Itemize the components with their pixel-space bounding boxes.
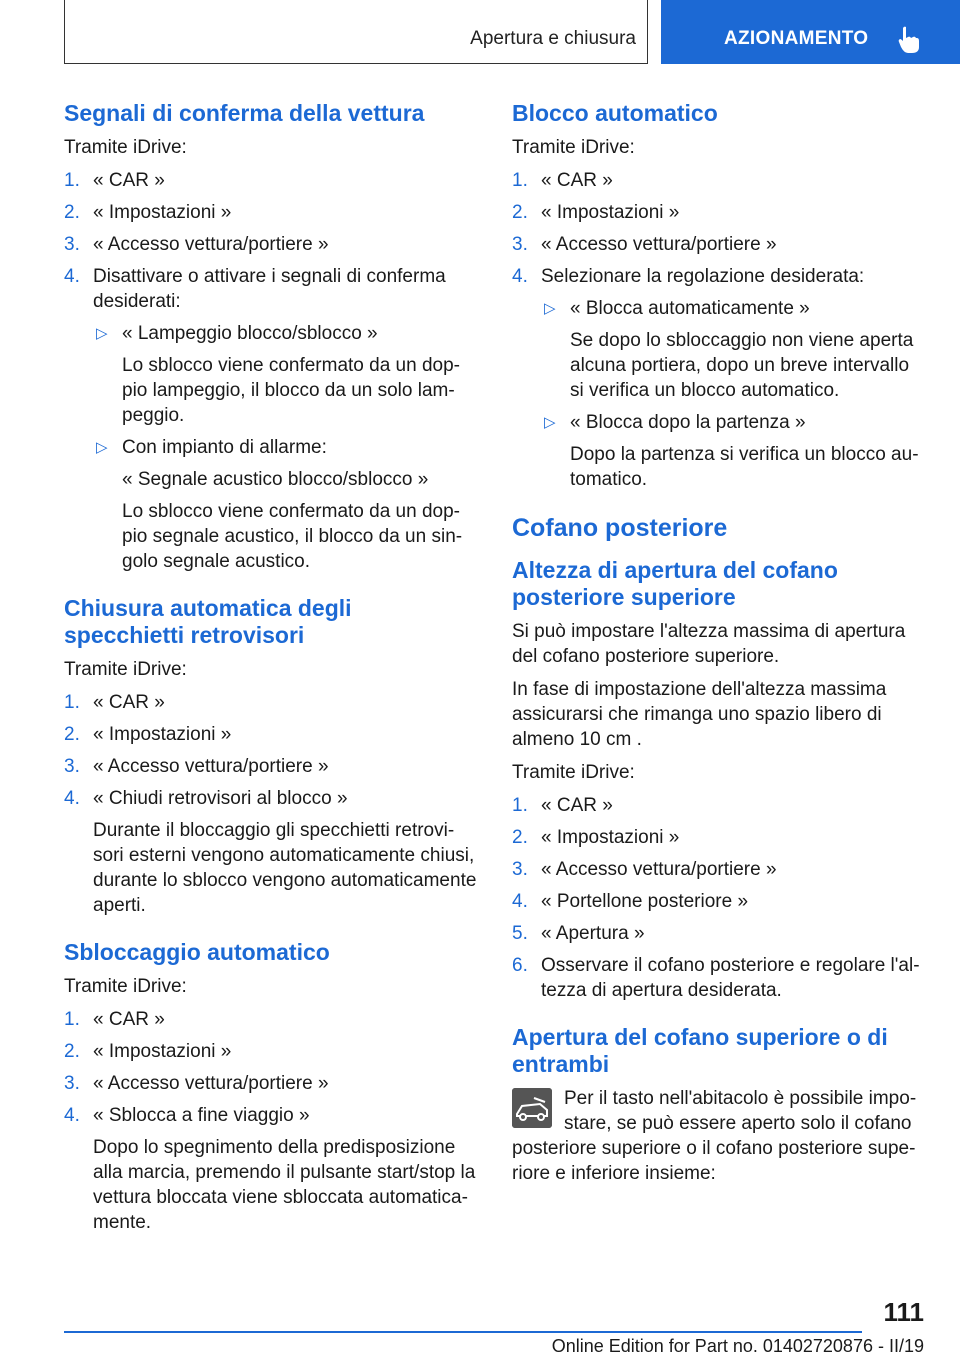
option-item: ▷ Con impianto di allarme: « Segnale acustico blocco/sblocco » Lo sblocco viene confermato da un doppio segnale acustico, il blocco da un singolo segnale acustico. (96, 437, 463, 572)
heading-confirmation-signals: Segnali di conferma della vettura (64, 100, 425, 126)
intro-text: Tramite iDrive: (64, 659, 187, 680)
steps-list (512, 793, 926, 1003)
left-column (64, 100, 478, 1242)
list-item: 3. « Accesso vettura/portiere » (512, 234, 777, 255)
bullet-triangle-icon: ▷ (96, 439, 108, 456)
list-item: 2. « Impostazioni » (64, 724, 232, 745)
bullet-triangle-icon: ▷ (544, 300, 556, 317)
heading-auto-unlock: Sbloccaggio automatico (64, 939, 330, 965)
intro-text: Tramite iDrive: (512, 762, 635, 783)
list-item: 5. « Apertura » (512, 923, 645, 944)
list-item: 4. « Chiudi retrovisori al blocco » Durante il bloccaggio gli specchietti retrovisori esterni vengono automaticamente chiusi, durante lo sblocco vengono automaticamente aperti. (64, 788, 477, 916)
list-item: 3. « Accesso vettura/portiere » (512, 859, 777, 880)
hand-pointer-icon (897, 26, 921, 54)
heading-tailgate: Cofano posteriore (512, 514, 728, 542)
option-list (541, 296, 926, 492)
steps-list (64, 690, 478, 918)
list-item: 1. « CAR » (512, 795, 613, 816)
list-item: 6. Osservare il cofano posteriore e regolare l'altezza di apertura desiderata. (512, 955, 920, 1001)
tailgate-icon (512, 1088, 552, 1128)
list-item: 1. « CAR » (64, 170, 165, 191)
option-list (93, 321, 478, 574)
heading-mirror-folding: Chiusura automatica degli specchietti retrovisori (64, 595, 352, 648)
intro-text: Tramite iDrive: (64, 137, 187, 158)
steps-list (64, 168, 478, 574)
list-item: 2. « Impostazioni » (512, 202, 680, 223)
list-item: 2. « Impostazioni » (512, 827, 680, 848)
intro-text: Tramite iDrive: (512, 137, 635, 158)
footer-divider (64, 1331, 862, 1333)
chapter-tab-label: AZIONAMENTO (724, 28, 869, 49)
right-column (512, 100, 926, 1194)
steps-list (64, 1007, 478, 1235)
list-item: 3. « Accesso vettura/portiere » (64, 1073, 329, 1094)
list-item: 2. « Impostazioni » (64, 1041, 232, 1062)
list-item: 4. Selezionare la regolazione desiderata: ▷ « Blocca automaticamente » Se dopo lo sbloccaggio non viene aperta alcuna portiera, dopo un breve intervallo si verifica un blocco automatico. ▷ « Blocca dopo la partenza » Dopo la partenza si verifica un blocco automatico. (512, 264, 926, 492)
list-item: 2. « Impostazioni » (64, 202, 232, 223)
paragraph: Per il tasto nell'abitacolo è possibile impostare, se può essere aperto solo il cofano posteriore superiore o il cofano posteriore superiore e inferiore insieme: (512, 1088, 917, 1184)
list-item: 3. « Accesso vettura/portiere » (64, 234, 329, 255)
section-title: Apertura e chiusura (470, 28, 636, 49)
bullet-triangle-icon: ▷ (96, 325, 108, 342)
list-item: 1. « CAR » (512, 170, 613, 191)
heading-opening-height: Altezza di apertura del cofano posteriore superiore (512, 557, 838, 610)
option-item: ▷ « Lampeggio blocco/sblocco » Lo sblocco viene confermato da un doppio lampeggio, il blocco da un solo lampeggio. (96, 323, 460, 426)
steps-list (512, 168, 926, 492)
bullet-triangle-icon: ▷ (544, 414, 556, 431)
list-item: 3. « Accesso vettura/portiere » (64, 756, 329, 777)
intro-text: Tramite iDrive: (64, 976, 187, 997)
footer-edition: Online Edition for Part no. 01402720876 - II/19 (551, 1336, 924, 1356)
heading-auto-lock: Blocco automatico (512, 100, 718, 126)
list-item: 4. « Portellone posteriore » (512, 891, 749, 912)
list-item: 1. « CAR » (64, 1009, 165, 1030)
list-item: 4. Disattivare o attivare i segnali di conferma desiderati: ▷ « Lampeggio blocco/sblocco » Lo sblocco viene confermato da un doppio lampeggio, il blocco da un solo lampeggio. ▷ Con impianto di allarme: « Segnale acustico blocco/sblocco » Lo sblocco viene confermato da un doppio segnale acustico, il blocco da un singolo segnale acustico. (64, 264, 478, 574)
paragraph: Si può impostare l'altezza massima di apertura del cofano posteriore superiore. (512, 621, 906, 667)
tailgate-note (512, 1086, 926, 1186)
list-item: 4. « Sblocca a fine viaggio » Dopo lo spegnimento della predisposizione alla marcia, premendo il pulsante start/stop la vettura bloccata viene sbloccata automaticamente. (64, 1103, 478, 1235)
step-note: Durante il bloccaggio gli specchietti retrovisori esterni vengono automaticamente chiusi, durante lo sblocco vengono automaticamente aperti. (93, 820, 477, 916)
option-item: ▷ « Blocca automaticamente » Se dopo lo sbloccaggio non viene aperta alcuna portiera, dopo un breve intervallo si verifica un blocco automatico. (544, 298, 914, 401)
option-item: ▷ « Blocca dopo la partenza » Dopo la partenza si verifica un blocco automatico. (544, 412, 919, 490)
paragraph: In fase di impostazione dell'altezza massima assicurarsi che rimanga uno spazio libero di almeno 10 cm . (512, 679, 887, 750)
chapter-tab[interactable] (661, 0, 960, 64)
page-number: 111 (883, 1297, 924, 1327)
heading-upper-or-both: Apertura del cofano superiore o di entrambi (512, 1024, 888, 1077)
list-item: 1. « CAR » (64, 692, 165, 713)
step-note: Dopo lo spegnimento della predisposizione alla marcia, premendo il pulsante start/stop la vettura bloccata viene sbloccata automaticamente. (93, 1137, 476, 1233)
